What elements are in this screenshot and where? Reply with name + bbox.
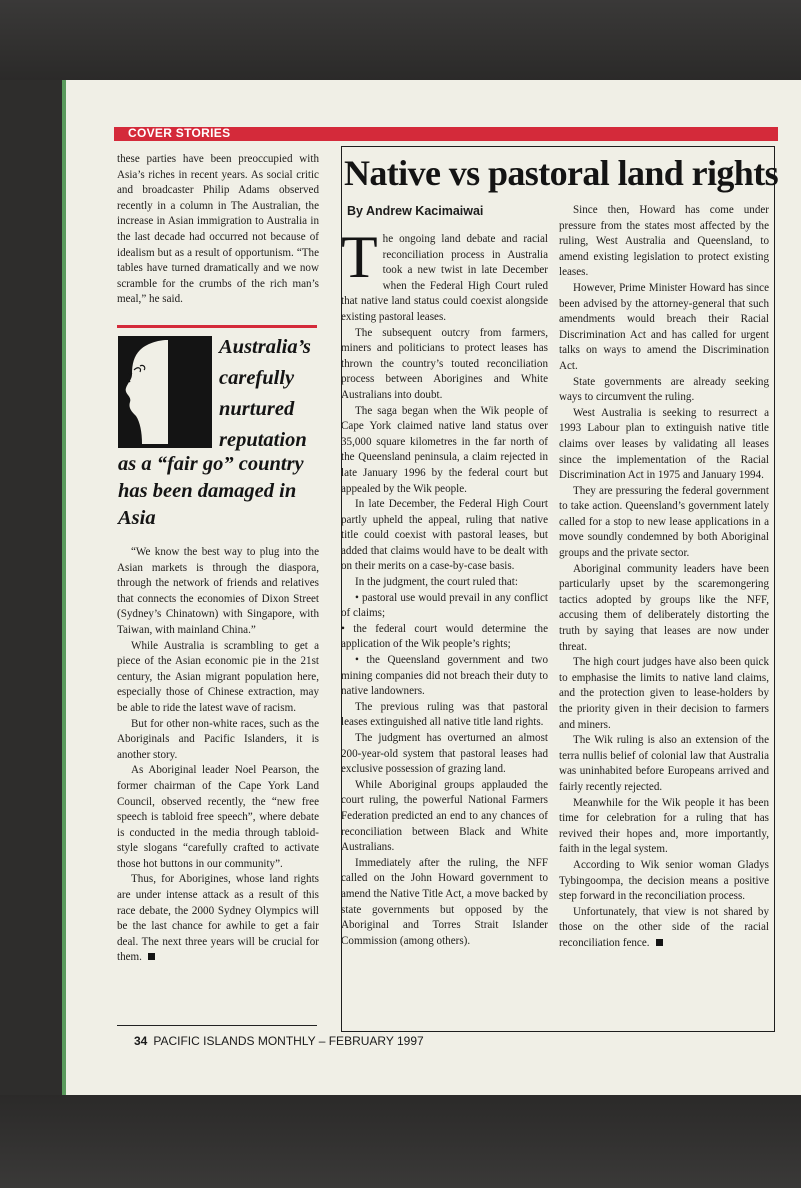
background-bottom [0, 1095, 801, 1188]
middle-column [341, 224, 548, 949]
page-footer [134, 1034, 424, 1048]
drop-cap: T [341, 224, 378, 290]
section-banner-label: COVER STORIES [128, 126, 231, 140]
paragraph: Since then, Howard has come under pressure from the states most affected by the ruling, West Australia and Queensland, to amend existing legislation to protect existing leases. [559, 204, 769, 279]
lead-text: he ongoing land debate and racial reconciliation process in Australia took a new twist in late December when the Federal High Court ruled that native land status could coexist alongside existing pastoral leases. [341, 233, 548, 323]
article-headline: Native vs pastoral land rights [344, 153, 779, 193]
paragraph: While Aboriginal groups applauded the court ruling, the powerful National Farmers Federation predicted an end to any chances of reconciliation between Black and White Australians. [341, 778, 548, 854]
paragraph: However, Prime Minister Howard has since been advised by the attorney-general that such amendments would breach their Racial Discrimination Act and has called for urgent talks on ways to amend the Discrimination Act. [559, 281, 769, 372]
paragraph: Aboriginal community leaders have been particularly upset by the scaremongering tactics adopted by groups like the NFF, accusing them of deliberately distorting the truth by saying that leases are now under threat. [559, 562, 769, 653]
paragraph-last [559, 905, 769, 952]
paragraph: But for other non-white races, such as the Aboriginals and Pacific Islanders, it is another story. [117, 717, 319, 761]
page-edge [62, 80, 66, 1095]
paragraph: The previous ruling was that pastoral leases extinguished all native title land rights. [341, 700, 548, 729]
paragraph: State governments are already seeking ways to circumvent the ruling. [559, 375, 769, 404]
section-banner [114, 127, 778, 141]
byline: By Andrew Kacimaiwai [347, 204, 484, 218]
background-top [0, 0, 801, 80]
paragraph: While Australia is scrambling to get a piece of the Asian economic pie in the 21st century, the Asian migrant population here, especially those of Chinese extraction, may be able to ride the latest wave of racism. [117, 639, 319, 714]
paragraph: these parties have been preoccupied with Asia’s riches in recent years. As social critic and broadcaster Philip Adams observed recently in a column in The Australian, the increase in Asian immigration to Australia in the last decade had occurred not because of idealism but as a result of opportunism. “The tables have turned dramatically and we now scramble for the crumbs of the rich man’s meal,” he said. [117, 153, 319, 306]
paragraph: As Aboriginal leader Noel Pearson, the former chairman of the Cape York Land Council, observed recently, the “new free speech is tabloid free speech”, where debate is conducted in the media through tabloid-style slogans “carefully crafted to activate those hot buttons in our community”. [117, 764, 319, 870]
paragraph: Meanwhile for the Wik people it has been time for celebration for a ruling that has revived their hopes and, more importantly, faith in the legal system. [559, 796, 769, 856]
paragraph: In late December, the Federal High Court partly upheld the appeal, ruling that native title could coexist with pastoral leases, but added that claims would have to be dealt with on their merits on a case-by-case basis. [341, 498, 548, 573]
paragraph-last [117, 872, 319, 966]
paragraph: “We know the best way to plug into the Asian markets is through the diaspora, through the network of friends and relatives that connects the economies of Dixon Street (Sydney’s Chinatown) with Singapore, with Taiwan, with mainland China.” [117, 546, 319, 636]
paragraph: The judgment has overturned an almost 200-year-old system that pastoral leases had exclusive possession of grazing land. [341, 732, 548, 776]
magazine-page [62, 80, 801, 1095]
paragraph: The saga began when the Wik people of Cape York claimed native land status over 35,000 square kilometres in the far north of the Queensland peninsula, a claim rejected in late January 1996 by the federal court but appealed by the Wik people. [341, 404, 548, 495]
page-number: 34 [134, 1034, 148, 1048]
pull-quote-below: as a “fair go” country has been damaged in Asia [118, 453, 304, 529]
bullet-item: • the Queensland government and two mining companies did not breach their duty to native landowners. [341, 654, 548, 698]
paragraph: West Australia is seeking to resurrect a 1993 Labour plan to extinguish native title claims over leases by validating all leases since the implementation of the Racial Discrimination Act in 1975 and January 1994. [559, 406, 769, 482]
paragraph: The Wik ruling is also an extension of the terra nullis belief of colonial law that Australia was uninhabited before Europeans arrived and fairly recently rejected. [559, 734, 769, 793]
paragraph: The subsequent outcry from farmers, miners and politicians to protect leases has thrown the country’s touted reconciliation process between Aborigines and White Australians into doubt. [341, 326, 548, 401]
paragraph-text: Unfortunately, that view is not shared by those on the other side of the racial reconciliation fence. [559, 905, 769, 949]
left-column-lower [117, 545, 319, 966]
paragraph: In the judgment, the court ruled that: [355, 576, 518, 589]
publication-line: PACIFIC ISLANDS MONTHLY – FEBRUARY 1997 [153, 1034, 424, 1048]
lead-paragraph [341, 224, 548, 326]
pull-quote-side: Australia’s carefully nurtured reputation [219, 336, 311, 451]
two-faces-logo-icon [118, 336, 212, 448]
paragraph: According to Wik senior woman Gladys Tybingoompa, the decision means a positive step forward in the reconciliation process. [559, 858, 769, 903]
right-column [559, 203, 769, 952]
end-square-icon [656, 939, 663, 946]
paragraph-text: Thus, for Aborigines, whose land rights are under intense attack as a result of this race debate, the 2000 Sydney Olympics will be the last chance for awhile to get a fair deal. The next three years will be crucial for them. [117, 873, 319, 964]
bullet-item: • pastoral use would prevail in any conflict of claims; [341, 591, 548, 620]
pullquote-rule [117, 325, 317, 328]
paragraph: Immediately after the ruling, the NFF called on the John Howard government to amend the Native Title Act, a move backed by state governments but opposed by the Aboriginal and Torres Strait Islander Commission (among others). [341, 856, 548, 947]
end-square-icon [148, 953, 155, 960]
paragraph: They are pressuring the federal government to take action. Queensland’s government lately called for a stop to new lease applications in a move soundly condemned by both Aboriginal groups and the private sector. [559, 484, 769, 560]
footer-rule [117, 1025, 317, 1026]
left-column-top [117, 152, 319, 308]
bullet-item: • the federal court would determine the application of the Wik people’s rights; [341, 622, 548, 651]
paragraph: The high court judges have also been quick to emphasise the limits to native land claims, and the protection given to lease-holders by the priority given in their decision to farmers and miners. [559, 656, 769, 731]
